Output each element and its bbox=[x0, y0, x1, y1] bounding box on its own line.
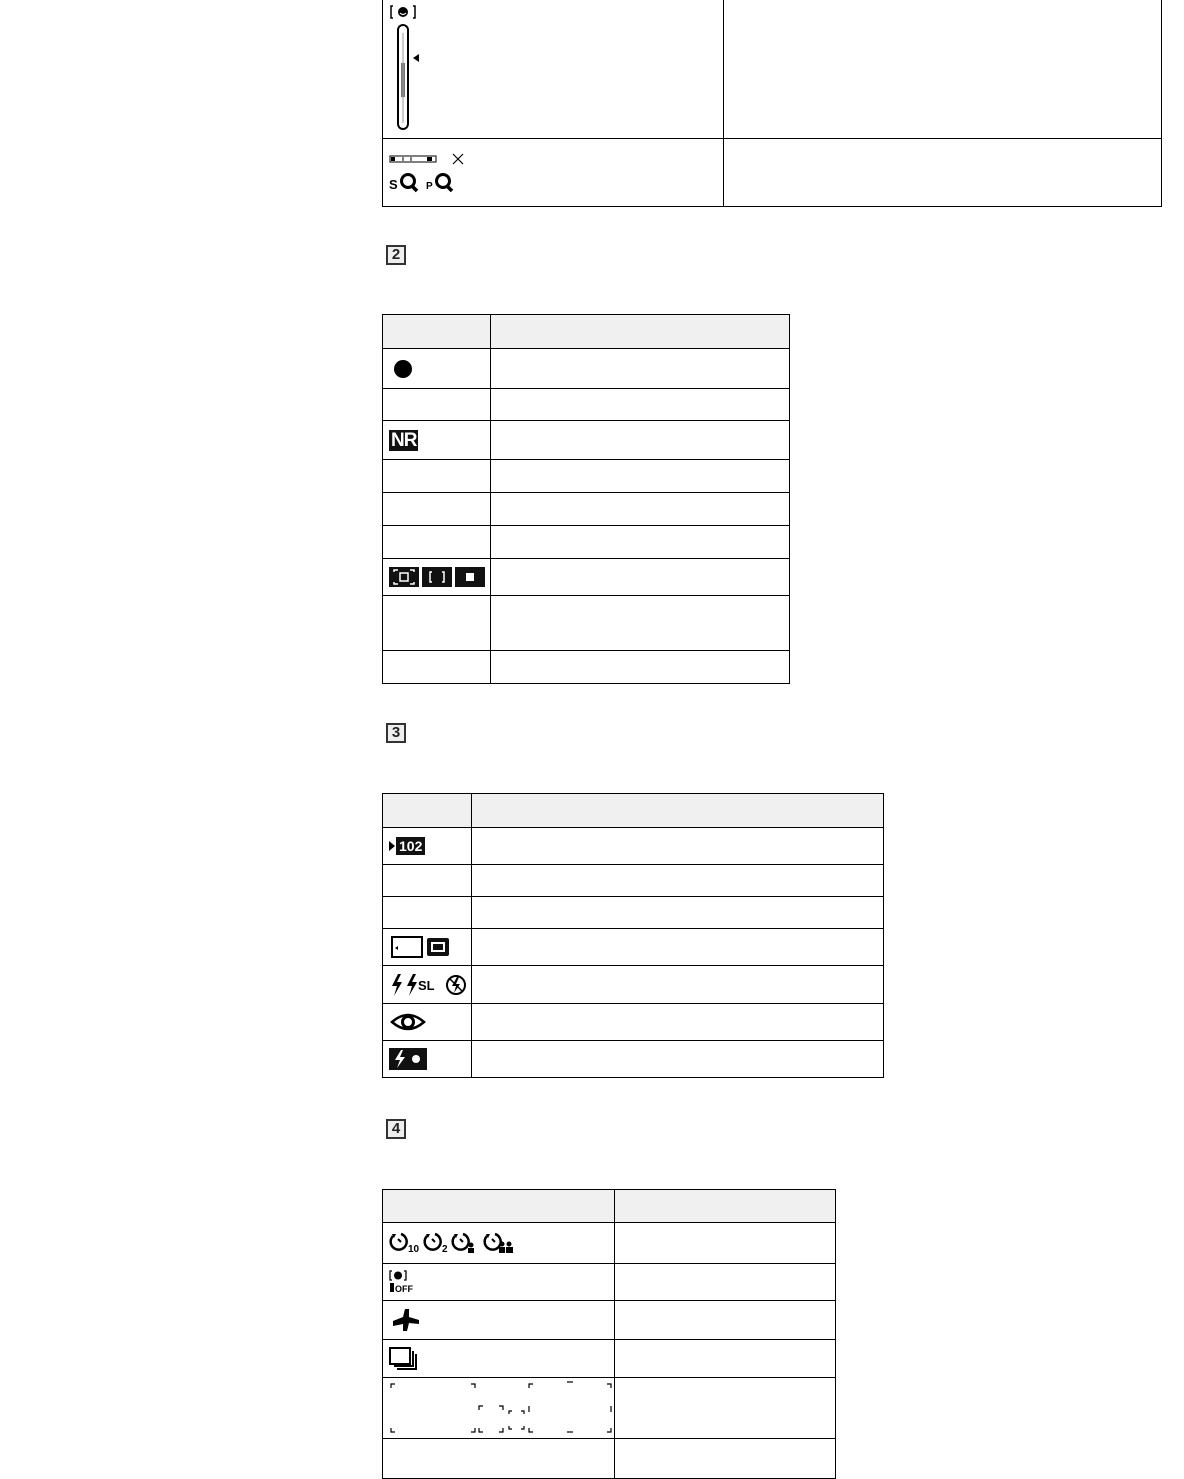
table-row bbox=[383, 1223, 836, 1264]
table-row bbox=[383, 651, 790, 684]
svg-text:S: S bbox=[389, 176, 398, 192]
smile-detection-sensitivity-icon bbox=[389, 3, 429, 131]
table-cell-description bbox=[724, 139, 1162, 207]
self-portrait-two-icon bbox=[485, 1234, 513, 1253]
header-description bbox=[615, 1190, 836, 1223]
section-number-4: 4 bbox=[386, 1119, 406, 1139]
table-header-row bbox=[383, 315, 790, 349]
table-row bbox=[383, 1301, 836, 1340]
header-description bbox=[491, 315, 790, 349]
svg-text:10: 10 bbox=[408, 1244, 420, 1255]
memory-card-internal-memory-icon bbox=[389, 935, 453, 959]
zoom-type-icons bbox=[389, 170, 469, 194]
steady-shot-icon bbox=[389, 1307, 421, 1333]
self-timer-icons bbox=[389, 1230, 529, 1256]
svg-text:2: 2 bbox=[442, 1244, 448, 1255]
header-icon bbox=[383, 315, 491, 349]
section-number-2: 2 bbox=[386, 245, 406, 265]
table-row bbox=[383, 966, 884, 1004]
table-row bbox=[383, 929, 884, 966]
record-dot-icon bbox=[389, 357, 413, 381]
table-header-row bbox=[383, 794, 884, 828]
self-timer-2-icon bbox=[425, 1234, 448, 1255]
section-2-table bbox=[382, 314, 790, 684]
table-cell-icon bbox=[383, 0, 724, 139]
af-range-frames-icon bbox=[389, 1380, 615, 1436]
table-row bbox=[383, 349, 790, 389]
table-row bbox=[383, 1439, 836, 1479]
header-description bbox=[472, 794, 884, 828]
table-row bbox=[383, 1340, 836, 1378]
flash-slow-sync-label: SL bbox=[418, 977, 435, 993]
table-row bbox=[383, 526, 790, 559]
table-row bbox=[383, 828, 884, 865]
self-portrait-one-icon bbox=[453, 1234, 474, 1253]
table-cell-description bbox=[724, 0, 1162, 139]
table-row bbox=[383, 1041, 884, 1078]
table-row bbox=[383, 1264, 836, 1301]
table-row bbox=[383, 460, 790, 493]
flash-mode-icons bbox=[389, 972, 469, 998]
table-row bbox=[383, 1004, 884, 1041]
zoom-bar-icon bbox=[389, 152, 469, 166]
header-icon bbox=[383, 794, 472, 828]
table-row bbox=[383, 0, 1162, 139]
table-row bbox=[383, 865, 884, 897]
table-row bbox=[383, 139, 1162, 207]
top-indicator-table bbox=[382, 0, 1162, 207]
table-header-row bbox=[383, 1190, 836, 1223]
table-cell-icon bbox=[383, 139, 724, 207]
section-3-table bbox=[382, 793, 884, 1078]
red-eye-icon bbox=[389, 1010, 429, 1034]
table-row bbox=[383, 559, 790, 596]
af-area-icons bbox=[389, 566, 487, 588]
section-number-3: 3 bbox=[386, 723, 406, 743]
svg-text:P: P bbox=[426, 180, 433, 192]
nr-icon: NR bbox=[391, 429, 417, 451]
svg-text:OFF: OFF bbox=[395, 1284, 413, 1294]
table-row bbox=[383, 389, 790, 421]
table-row bbox=[383, 421, 790, 460]
table-row bbox=[383, 493, 790, 526]
smile-off-icon bbox=[389, 1269, 419, 1295]
header-icon bbox=[383, 1190, 615, 1223]
folder-102-icon: 102 bbox=[389, 837, 465, 855]
table-row bbox=[383, 1378, 836, 1439]
burst-icon bbox=[389, 1347, 419, 1371]
section-4-table bbox=[382, 1189, 836, 1479]
flash-charging-icon bbox=[389, 1047, 429, 1071]
self-timer-10-icon bbox=[391, 1234, 420, 1255]
folder-arrow-icon bbox=[389, 840, 395, 852]
table-row bbox=[383, 897, 884, 929]
table-row bbox=[383, 596, 790, 651]
